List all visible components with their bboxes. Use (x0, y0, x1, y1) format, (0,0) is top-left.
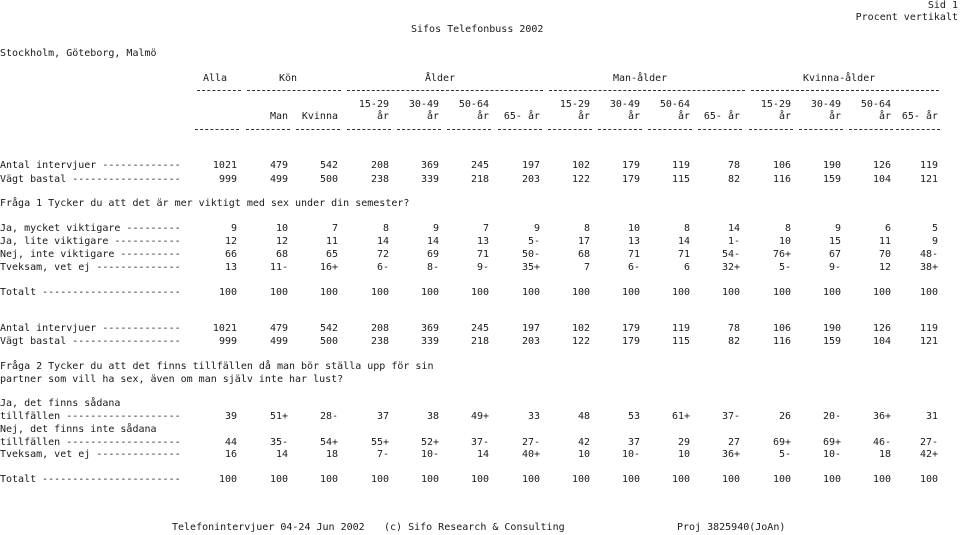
table-cell: 100 (671, 287, 690, 298)
table-cell: 9- (828, 262, 841, 273)
q2-row-label: Tveksam, vet ej -------------- (0, 449, 181, 460)
column-header: 50-64 (860, 99, 891, 110)
table-cell: 100 (919, 474, 938, 485)
column-header: år (627, 111, 640, 122)
table-cell: 11 (325, 236, 338, 247)
table-cell: 36+ (721, 449, 740, 460)
table-cell: 208 (370, 323, 389, 334)
table-cell: 10- (822, 449, 841, 460)
column-rule (347, 129, 391, 130)
table-cell: 11 (878, 236, 891, 247)
table-cell: 12 (224, 236, 237, 247)
table-cell: 8 (382, 223, 389, 234)
table-cell: 51+ (269, 411, 288, 422)
column-header: år (778, 111, 791, 122)
table-cell: 27- (521, 437, 540, 448)
table-cell: 9 (931, 236, 938, 247)
table-cell: 53 (627, 411, 640, 422)
table-cell: 13 (476, 236, 489, 247)
table-cell: 48- (919, 249, 938, 260)
table-cell: 238 (370, 174, 389, 185)
table-cell: 9 (533, 223, 540, 234)
footer-dates: Telefonintervjuer 04-24 Jun 2002 (172, 522, 365, 533)
table-cell: 8- (426, 262, 439, 273)
table-cell: 18 (878, 449, 891, 460)
table-cell: 35- (269, 437, 288, 448)
base-interviews-label: Antal intervjuer ------------- (0, 323, 181, 334)
table-cell: 35+ (521, 262, 540, 273)
table-cell: 119 (671, 323, 690, 334)
table-cell: 100 (621, 287, 640, 298)
table-cell: 37- (470, 437, 489, 448)
table-cell: 10 (577, 449, 590, 460)
column-rule (896, 129, 940, 130)
table-cell: 100 (721, 287, 740, 298)
table-cell: 116 (772, 336, 791, 347)
column-header: Kvinna (301, 111, 338, 122)
report-title: Sifos Telefonbuss 2002 (411, 24, 544, 35)
table-cell: 999 (218, 174, 237, 185)
table-cell: 100 (919, 287, 938, 298)
column-header: 30-49 (810, 99, 841, 110)
footer-project: Proj 3825940(JoAn) (677, 522, 786, 533)
column-header: år (426, 111, 439, 122)
table-cell: 7 (482, 223, 489, 234)
column-header: år (577, 111, 590, 122)
table-cell: 6- (627, 262, 640, 273)
table-cell: 102 (571, 323, 590, 334)
table-cell: 203 (521, 336, 540, 347)
group-kon: Kön (279, 73, 298, 84)
table-cell: 5- (778, 449, 791, 460)
table-cell: 9 (432, 223, 439, 234)
table-cell: 122 (571, 174, 590, 185)
group-man-alder: Man-ålder (613, 73, 668, 84)
table-cell: 5 (931, 223, 938, 234)
column-rule (195, 129, 239, 130)
table-cell: 542 (319, 160, 338, 171)
table-cell: 13 (224, 262, 237, 273)
table-cell: 14 (677, 236, 690, 247)
table-cell: 100 (470, 474, 489, 485)
column-rule (397, 129, 441, 130)
group-rule (347, 90, 543, 91)
column-rule (246, 129, 290, 130)
table-cell: 42+ (919, 449, 938, 460)
column-rule (598, 129, 642, 130)
table-cell: 82 (727, 174, 740, 185)
table-cell: 38+ (919, 262, 938, 273)
table-cell: 42 (577, 437, 590, 448)
column-rule (296, 129, 340, 130)
table-cell: 61+ (671, 411, 690, 422)
base-weighted-label: Vägt bastal ------------------ (0, 174, 181, 185)
table-cell: 1021 (212, 160, 237, 171)
table-cell: 479 (269, 160, 288, 171)
column-header: år (376, 111, 389, 122)
column-rule (447, 129, 491, 130)
table-cell: 218 (470, 336, 489, 347)
table-cell: 54- (721, 249, 740, 260)
table-cell: 49+ (470, 411, 489, 422)
table-cell: 7 (583, 262, 590, 273)
table-cell: 499 (269, 336, 288, 347)
table-cell: 126 (872, 323, 891, 334)
base-interviews-label: Antal intervjuer ------------- (0, 160, 181, 171)
table-cell: 119 (919, 160, 938, 171)
table-cell: 339 (420, 336, 439, 347)
table-cell: 37 (376, 411, 389, 422)
table-cell: 6 (683, 262, 690, 273)
table-cell: 66 (224, 249, 237, 260)
question-2-line-2: partner som vill ha sex, även om man själv inte har lust? (0, 374, 344, 385)
q2-total-label: Totalt ----------------------- (0, 474, 181, 485)
table-cell: 40+ (521, 449, 540, 460)
table-cell: 100 (671, 474, 690, 485)
table-cell: 5- (778, 262, 791, 273)
table-cell: 7 (331, 223, 338, 234)
table-cell: 100 (269, 474, 288, 485)
table-cell: 100 (470, 287, 489, 298)
table-cell: 179 (621, 174, 640, 185)
q2-row-label: Nej, det finns inte sådana (0, 424, 157, 435)
table-cell: 13 (627, 236, 640, 247)
table-cell: 10 (677, 449, 690, 460)
table-cell: 37 (627, 437, 640, 448)
table-cell: 100 (822, 287, 841, 298)
table-cell: 76+ (772, 249, 791, 260)
table-cell: 100 (772, 474, 791, 485)
table-cell: 29 (677, 437, 690, 448)
group-rule (549, 90, 745, 91)
table-cell: 179 (621, 336, 640, 347)
table-cell: 14 (426, 236, 439, 247)
column-header: 50-64 (458, 99, 489, 110)
table-cell: 5- (527, 236, 540, 247)
table-cell: 31 (925, 411, 938, 422)
table-cell: 17 (577, 236, 590, 247)
q1-row-label: Nej, inte viktigare ---------- (0, 249, 181, 260)
table-cell: 203 (521, 174, 540, 185)
column-rule (799, 129, 843, 130)
table-cell: 71 (627, 249, 640, 260)
table-cell: 16+ (319, 262, 338, 273)
column-header: 30-49 (609, 99, 640, 110)
table-cell: 115 (671, 336, 690, 347)
table-cell: 369 (420, 160, 439, 171)
q1-total-label: Totalt ----------------------- (0, 287, 181, 298)
table-cell: 37- (721, 411, 740, 422)
table-cell: 100 (319, 287, 338, 298)
table-cell: 69 (426, 249, 439, 260)
table-cell: 8 (683, 223, 690, 234)
table-cell: 12 (878, 262, 891, 273)
table-cell: 39 (224, 411, 237, 422)
column-header: år (476, 111, 489, 122)
q2-row-label: tillfällen ------------------- (0, 437, 181, 448)
table-cell: 100 (521, 474, 540, 485)
table-cell: 82 (727, 336, 740, 347)
table-cell: 100 (621, 474, 640, 485)
table-cell: 100 (218, 287, 237, 298)
table-cell: 16 (224, 449, 237, 460)
column-header: 15-29 (760, 99, 791, 110)
table-cell: 238 (370, 336, 389, 347)
table-cell: 70 (878, 249, 891, 260)
column-header: år (677, 111, 690, 122)
table-cell: 69+ (822, 437, 841, 448)
table-cell: 159 (822, 336, 841, 347)
table-cell: 119 (671, 160, 690, 171)
table-cell: 71 (476, 249, 489, 260)
table-cell: 10- (420, 449, 439, 460)
q2-row-label: tillfällen ------------------- (0, 411, 181, 422)
table-cell: 179 (621, 323, 640, 334)
table-cell: 9 (230, 223, 237, 234)
table-cell: 72 (376, 249, 389, 260)
footer-copyright: (c) Sifo Research & Consulting (384, 522, 565, 533)
table-cell: 27- (919, 437, 938, 448)
table-cell: 44 (224, 437, 237, 448)
group-alla: Alla (203, 73, 228, 84)
column-rule (749, 129, 793, 130)
report-mode: Procent vertikalt (855, 12, 958, 23)
table-cell: 14 (476, 449, 489, 460)
column-rule (498, 129, 542, 130)
table-cell: 32+ (721, 262, 740, 273)
group-rule (751, 90, 939, 91)
column-header: 65- år (503, 111, 540, 122)
table-cell: 100 (571, 474, 590, 485)
group-alder: Ålder (425, 73, 456, 84)
table-cell: 10 (275, 223, 288, 234)
table-cell: 369 (420, 323, 439, 334)
table-cell: 9 (834, 223, 841, 234)
table-cell: 8 (583, 223, 590, 234)
table-cell: 14 (376, 236, 389, 247)
table-cell: 116 (772, 174, 791, 185)
column-rule (698, 129, 742, 130)
table-cell: 28- (319, 411, 338, 422)
table-cell: 14 (275, 449, 288, 460)
table-cell: 27 (727, 437, 740, 448)
column-header: 30-49 (408, 99, 439, 110)
table-cell: 245 (470, 160, 489, 171)
table-cell: 106 (772, 160, 791, 171)
base-weighted-label: Vägt bastal ------------------ (0, 336, 181, 347)
table-cell: 104 (872, 336, 891, 347)
table-cell: 10- (621, 449, 640, 460)
table-cell: 159 (822, 174, 841, 185)
table-cell: 9- (476, 262, 489, 273)
page-number: Sid 1 (927, 0, 958, 11)
table-cell: 18 (325, 449, 338, 460)
column-header: 15-29 (358, 99, 389, 110)
table-cell: 78 (727, 323, 740, 334)
question-2-line-1: Fråga 2 Tycker du att det finns tillfällen då man bör ställa upp för sin (0, 361, 434, 372)
table-cell: 100 (319, 474, 338, 485)
table-cell: 100 (772, 287, 791, 298)
table-cell: 218 (470, 174, 489, 185)
table-cell: 100 (571, 287, 590, 298)
column-header: 15-29 (559, 99, 590, 110)
table-cell: 10 (778, 236, 791, 247)
table-cell: 68 (275, 249, 288, 260)
group-rule (197, 90, 241, 91)
region-label: Stockholm, Göteborg, Malmö (0, 48, 157, 59)
table-cell: 500 (319, 174, 338, 185)
table-cell: 6 (884, 223, 891, 234)
column-header: 50-64 (659, 99, 690, 110)
table-cell: 121 (919, 174, 938, 185)
table-cell: 126 (872, 160, 891, 171)
table-cell: 36+ (872, 411, 891, 422)
table-cell: 197 (521, 160, 540, 171)
table-cell: 38 (426, 411, 439, 422)
table-cell: 48 (577, 411, 590, 422)
table-cell: 197 (521, 323, 540, 334)
table-cell: 339 (420, 174, 439, 185)
table-cell: 69+ (772, 437, 791, 448)
table-cell: 208 (370, 160, 389, 171)
table-cell: 1- (727, 236, 740, 247)
table-cell: 15 (828, 236, 841, 247)
table-cell: 119 (919, 323, 938, 334)
table-cell: 100 (218, 474, 237, 485)
table-cell: 190 (822, 160, 841, 171)
table-cell: 104 (872, 174, 891, 185)
table-cell: 67 (828, 249, 841, 260)
table-cell: 71 (677, 249, 690, 260)
table-cell: 190 (822, 323, 841, 334)
q1-row-label: Tveksam, vet ej -------------- (0, 262, 181, 273)
table-cell: 26 (778, 411, 791, 422)
table-cell: 245 (470, 323, 489, 334)
column-header: 65- år (901, 111, 938, 122)
table-cell: 65 (325, 249, 338, 260)
table-cell: 106 (772, 323, 791, 334)
table-cell: 479 (269, 323, 288, 334)
group-rule (247, 90, 341, 91)
table-cell: 100 (420, 474, 439, 485)
table-cell: 1021 (212, 323, 237, 334)
column-header: år (828, 111, 841, 122)
table-cell: 46- (872, 437, 891, 448)
table-cell: 100 (521, 287, 540, 298)
question-1: Fråga 1 Tycker du att det är mer viktigt med sex under din semester? (0, 198, 410, 209)
table-cell: 100 (872, 474, 891, 485)
table-cell: 54+ (319, 437, 338, 448)
table-cell: 100 (872, 287, 891, 298)
table-cell: 499 (269, 174, 288, 185)
table-cell: 100 (822, 474, 841, 485)
table-cell: 7- (376, 449, 389, 460)
column-rule (849, 129, 893, 130)
table-cell: 12 (275, 236, 288, 247)
table-cell: 999 (218, 336, 237, 347)
column-header: Man (269, 111, 288, 122)
table-cell: 102 (571, 160, 590, 171)
column-header: år (878, 111, 891, 122)
table-cell: 6- (376, 262, 389, 273)
table-cell: 33 (527, 411, 540, 422)
table-cell: 20- (822, 411, 841, 422)
table-cell: 100 (370, 474, 389, 485)
table-cell: 121 (919, 336, 938, 347)
q1-row-label: Ja, lite viktigare ----------- (0, 236, 181, 247)
table-cell: 100 (269, 287, 288, 298)
table-cell: 500 (319, 336, 338, 347)
table-cell: 100 (721, 474, 740, 485)
column-rule (648, 129, 692, 130)
table-cell: 68 (577, 249, 590, 260)
table-cell: 542 (319, 323, 338, 334)
table-cell: 50- (521, 249, 540, 260)
table-cell: 115 (671, 174, 690, 185)
table-cell: 179 (621, 160, 640, 171)
table-cell: 55+ (370, 437, 389, 448)
table-cell: 11- (269, 262, 288, 273)
table-cell: 52+ (420, 437, 439, 448)
column-header: 65- år (703, 111, 740, 122)
table-cell: 100 (370, 287, 389, 298)
q1-row-label: Ja, mycket viktigare --------- (0, 223, 181, 234)
table-cell: 78 (727, 160, 740, 171)
table-cell: 122 (571, 336, 590, 347)
table-cell: 8 (784, 223, 791, 234)
q2-row-label: Ja, det finns sådana (0, 398, 121, 409)
table-cell: 14 (727, 223, 740, 234)
group-kvinna-alder: Kvinna-ålder (803, 73, 876, 84)
table-cell: 10 (627, 223, 640, 234)
column-rule (548, 129, 592, 130)
table-cell: 100 (420, 287, 439, 298)
